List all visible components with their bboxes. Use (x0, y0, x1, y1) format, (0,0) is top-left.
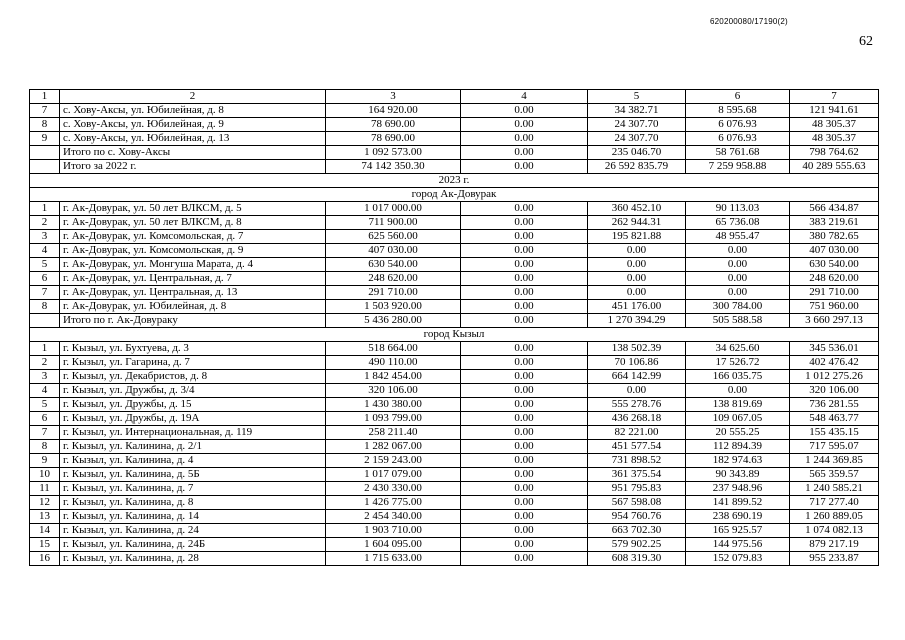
cell-owners-funds: 402 476.42 (790, 356, 879, 370)
cell-address: г. Кызыл, ул. Декабристов, д. 8 (60, 370, 326, 384)
cell-owners-funds: 40 289 555.63 (790, 160, 879, 174)
cell-owners-funds: 736 281.55 (790, 398, 879, 412)
cell-local-budget: 152 079.83 (686, 552, 790, 566)
cell-fund-share: 0.00 (461, 300, 588, 314)
cell-local-budget: 0.00 (686, 384, 790, 398)
cell-fund-share: 0.00 (461, 258, 588, 272)
cell-row-number: 1 (30, 202, 60, 216)
column-number: 1 (30, 90, 60, 104)
cell-row-number: 12 (30, 496, 60, 510)
cell-total-cost: 164 920.00 (326, 104, 461, 118)
cell-fund-share: 0.00 (461, 384, 588, 398)
table-row (30, 440, 879, 454)
table-row (30, 356, 879, 370)
cell-total-cost: 1 715 633.00 (326, 552, 461, 566)
cell-owners-funds: 1 240 585.21 (790, 482, 879, 496)
cell-total-cost: 291 710.00 (326, 286, 461, 300)
cell-republic-budget: 663 702.30 (588, 524, 686, 538)
column-number: 5 (588, 90, 686, 104)
cell-local-budget: 141 899.52 (686, 496, 790, 510)
cell-republic-budget: 34 382.71 (588, 104, 686, 118)
cell-address: г. Кызыл, ул. Интернациональная, д. 119 (60, 426, 326, 440)
cell-local-budget: 90 113.03 (686, 202, 790, 216)
cell-republic-budget: 954 760.76 (588, 510, 686, 524)
table-row (30, 314, 879, 328)
cell-address: г. Кызыл, ул. Калинина, д. 5Б (60, 468, 326, 482)
cell-fund-share: 0.00 (461, 454, 588, 468)
cell-local-budget: 8 595.68 (686, 104, 790, 118)
cell-fund-share: 0.00 (461, 552, 588, 566)
page-number: 62 (859, 34, 873, 49)
section-header-row (30, 174, 879, 188)
cell-fund-share: 0.00 (461, 272, 588, 286)
cell-republic-budget: 24 307.70 (588, 118, 686, 132)
cell-address: г. Кызыл, ул. Калинина, д. 7 (60, 482, 326, 496)
cell-row-number: 2 (30, 216, 60, 230)
cell-total-cost: 1 092 573.00 (326, 146, 461, 160)
section-header: 2023 г. (30, 174, 879, 188)
cell-row-number: 9 (30, 454, 60, 468)
cell-total-cost: 1 093 799.00 (326, 412, 461, 426)
cell-local-budget: 144 975.56 (686, 538, 790, 552)
table-row (30, 496, 879, 510)
section-header-row (30, 328, 879, 342)
cell-republic-budget: 1 270 394.29 (588, 314, 686, 328)
table-row (30, 230, 879, 244)
cell-local-budget: 6 076.93 (686, 132, 790, 146)
cell-owners-funds: 48 305.37 (790, 118, 879, 132)
cell-total-cost: 1 426 775.00 (326, 496, 461, 510)
cell-local-budget: 58 761.68 (686, 146, 790, 160)
cell-row-number: 5 (30, 398, 60, 412)
cell-republic-budget: 555 278.76 (588, 398, 686, 412)
cell-fund-share: 0.00 (461, 230, 588, 244)
cell-row-number: 4 (30, 244, 60, 258)
cell-republic-budget: 0.00 (588, 384, 686, 398)
cell-republic-budget: 70 106.86 (588, 356, 686, 370)
cell-owners-funds: 1 244 369.85 (790, 454, 879, 468)
document-code: 620200080/17190(2) (710, 17, 788, 26)
cell-address: г. Кызыл, ул. Гагарина, д. 7 (60, 356, 326, 370)
cell-republic-budget: 138 502.39 (588, 342, 686, 356)
cell-fund-share: 0.00 (461, 496, 588, 510)
cell-owners-funds: 1 074 082.13 (790, 524, 879, 538)
cell-republic-budget: 361 375.54 (588, 468, 686, 482)
cell-owners-funds: 383 219.61 (790, 216, 879, 230)
cell-local-budget: 165 925.57 (686, 524, 790, 538)
cell-row-number: 9 (30, 132, 60, 146)
cell-row-number: 6 (30, 272, 60, 286)
column-number: 3 (326, 90, 461, 104)
cell-total-cost: 407 030.00 (326, 244, 461, 258)
table-row (30, 160, 879, 174)
cell-row-number: 8 (30, 300, 60, 314)
table-row (30, 384, 879, 398)
cell-owners-funds: 548 463.77 (790, 412, 879, 426)
cell-address: г. Кызыл, ул. Калинина, д. 24Б (60, 538, 326, 552)
cell-row-number (30, 314, 60, 328)
cell-local-budget: 109 067.05 (686, 412, 790, 426)
cell-total-cost: 1 430 380.00 (326, 398, 461, 412)
cell-republic-budget: 26 592 835.79 (588, 160, 686, 174)
table-row (30, 258, 879, 272)
column-number: 7 (790, 90, 879, 104)
cell-fund-share: 0.00 (461, 440, 588, 454)
cell-row-number: 1 (30, 342, 60, 356)
cell-local-budget: 182 974.63 (686, 454, 790, 468)
cell-address: Итого за 2022 г. (60, 160, 326, 174)
cell-republic-budget: 567 598.08 (588, 496, 686, 510)
cell-fund-share: 0.00 (461, 244, 588, 258)
cell-owners-funds: 798 764.62 (790, 146, 879, 160)
cell-owners-funds: 345 536.01 (790, 342, 879, 356)
cell-row-number: 8 (30, 118, 60, 132)
cell-address: г. Кызыл, ул. Калинина, д. 24 (60, 524, 326, 538)
cell-republic-budget: 235 046.70 (588, 146, 686, 160)
cell-total-cost: 1 017 000.00 (326, 202, 461, 216)
table-row (30, 552, 879, 566)
cell-fund-share: 0.00 (461, 398, 588, 412)
table-row (30, 342, 879, 356)
cell-row-number (30, 160, 60, 174)
cell-owners-funds: 717 595.07 (790, 440, 879, 454)
cell-fund-share: 0.00 (461, 118, 588, 132)
table-row (30, 412, 879, 426)
cell-owners-funds: 566 434.87 (790, 202, 879, 216)
table-row (30, 118, 879, 132)
cell-address: г. Кызыл, ул. Бухтуева, д. 3 (60, 342, 326, 356)
cell-total-cost: 1 903 710.00 (326, 524, 461, 538)
cell-address: г. Кызыл, ул. Калинина, д. 2/1 (60, 440, 326, 454)
cell-local-budget: 505 588.58 (686, 314, 790, 328)
cell-local-budget: 166 035.75 (686, 370, 790, 384)
cell-address: г. Кызыл, ул. Калинина, д. 8 (60, 496, 326, 510)
cell-owners-funds: 48 305.37 (790, 132, 879, 146)
cell-row-number: 7 (30, 426, 60, 440)
cell-owners-funds: 955 233.87 (790, 552, 879, 566)
section-header: город Ак-Довурак (30, 188, 879, 202)
cell-total-cost: 2 454 340.00 (326, 510, 461, 524)
cell-total-cost: 711 900.00 (326, 216, 461, 230)
cell-address: г. Кызыл, ул. Дружбы, д. 19А (60, 412, 326, 426)
cell-row-number: 3 (30, 370, 60, 384)
cell-owners-funds: 407 030.00 (790, 244, 879, 258)
cell-row-number: 3 (30, 230, 60, 244)
table-row (30, 482, 879, 496)
cell-row-number: 15 (30, 538, 60, 552)
cell-total-cost: 1 604 095.00 (326, 538, 461, 552)
cell-fund-share: 0.00 (461, 426, 588, 440)
cell-owners-funds: 121 941.61 (790, 104, 879, 118)
column-number: 2 (60, 90, 326, 104)
cell-row-number: 13 (30, 510, 60, 524)
cell-owners-funds: 751 960.00 (790, 300, 879, 314)
cell-fund-share: 0.00 (461, 202, 588, 216)
cell-fund-share: 0.00 (461, 104, 588, 118)
cell-fund-share: 0.00 (461, 216, 588, 230)
cell-address: г. Ак-Довурак, ул. Юбилейная, д. 8 (60, 300, 326, 314)
table-row (30, 524, 879, 538)
cell-republic-budget: 951 795.83 (588, 482, 686, 496)
cell-total-cost: 78 690.00 (326, 118, 461, 132)
cell-fund-share: 0.00 (461, 468, 588, 482)
section-header: город Кызыл (30, 328, 879, 342)
cell-fund-share: 0.00 (461, 132, 588, 146)
cell-address: г. Кызыл, ул. Калинина, д. 14 (60, 510, 326, 524)
column-number: 4 (461, 90, 588, 104)
cell-row-number: 16 (30, 552, 60, 566)
table-row (30, 132, 879, 146)
cell-total-cost: 625 560.00 (326, 230, 461, 244)
cell-total-cost: 5 436 280.00 (326, 314, 461, 328)
cell-republic-budget: 82 221.00 (588, 426, 686, 440)
cell-address: г. Ак-Довурак, ул. Комсомольская, д. 9 (60, 244, 326, 258)
cell-address: г. Ак-Довурак, ул. Центральная, д. 7 (60, 272, 326, 286)
cell-fund-share: 0.00 (461, 510, 588, 524)
cell-fund-share: 0.00 (461, 160, 588, 174)
cell-owners-funds: 320 106.00 (790, 384, 879, 398)
cell-address: Итого по с. Хову-Аксы (60, 146, 326, 160)
cell-fund-share: 0.00 (461, 342, 588, 356)
cell-total-cost: 1 017 079.00 (326, 468, 461, 482)
table-row (30, 202, 879, 216)
cell-local-budget: 17 526.72 (686, 356, 790, 370)
cell-row-number: 8 (30, 440, 60, 454)
table-row (30, 286, 879, 300)
cell-local-budget: 237 948.96 (686, 482, 790, 496)
cell-total-cost: 2 159 243.00 (326, 454, 461, 468)
cell-total-cost: 1 282 067.00 (326, 440, 461, 454)
cell-fund-share: 0.00 (461, 412, 588, 426)
cell-republic-budget: 608 319.30 (588, 552, 686, 566)
cell-republic-budget: 451 577.54 (588, 440, 686, 454)
cell-local-budget: 20 555.25 (686, 426, 790, 440)
cell-total-cost: 630 540.00 (326, 258, 461, 272)
cell-total-cost: 320 106.00 (326, 384, 461, 398)
cell-owners-funds: 380 782.65 (790, 230, 879, 244)
cell-republic-budget: 731 898.52 (588, 454, 686, 468)
cell-fund-share: 0.00 (461, 370, 588, 384)
cell-row-number: 2 (30, 356, 60, 370)
cell-republic-budget: 0.00 (588, 286, 686, 300)
cell-address: с. Хову-Аксы, ул. Юбилейная, д. 9 (60, 118, 326, 132)
table-row (30, 370, 879, 384)
cell-republic-budget: 195 821.88 (588, 230, 686, 244)
cell-row-number (30, 146, 60, 160)
cell-owners-funds: 3 660 297.13 (790, 314, 879, 328)
cell-fund-share: 0.00 (461, 286, 588, 300)
cell-row-number: 4 (30, 384, 60, 398)
table-row (30, 104, 879, 118)
table-row (30, 272, 879, 286)
cell-total-cost: 258 211.40 (326, 426, 461, 440)
cell-address: г. Кызыл, ул. Дружбы, д. 15 (60, 398, 326, 412)
cell-republic-budget: 0.00 (588, 244, 686, 258)
cell-address: г. Ак-Довурак, ул. Монгуша Марата, д. 4 (60, 258, 326, 272)
column-number: 6 (686, 90, 790, 104)
cell-total-cost: 78 690.00 (326, 132, 461, 146)
cell-owners-funds: 1 012 275.26 (790, 370, 879, 384)
table-row (30, 510, 879, 524)
cell-total-cost: 490 110.00 (326, 356, 461, 370)
table-row (30, 146, 879, 160)
cell-total-cost: 74 142 350.30 (326, 160, 461, 174)
cell-address: г. Кызыл, ул. Калинина, д. 28 (60, 552, 326, 566)
section-header-row (30, 188, 879, 202)
table-row (30, 468, 879, 482)
cell-row-number: 11 (30, 482, 60, 496)
column-number-row (30, 90, 879, 104)
cell-local-budget: 34 625.60 (686, 342, 790, 356)
cell-owners-funds: 717 277.40 (790, 496, 879, 510)
cell-republic-budget: 24 307.70 (588, 132, 686, 146)
cell-owners-funds: 879 217.19 (790, 538, 879, 552)
cell-fund-share: 0.00 (461, 482, 588, 496)
cell-owners-funds: 1 260 889.05 (790, 510, 879, 524)
table-row (30, 216, 879, 230)
cell-fund-share: 0.00 (461, 314, 588, 328)
cell-local-budget: 0.00 (686, 272, 790, 286)
cell-total-cost: 2 430 330.00 (326, 482, 461, 496)
cell-address: г. Кызыл, ул. Калинина, д. 4 (60, 454, 326, 468)
cell-fund-share: 0.00 (461, 356, 588, 370)
cell-local-budget: 65 736.08 (686, 216, 790, 230)
registry-table (29, 89, 879, 566)
cell-total-cost: 1 503 920.00 (326, 300, 461, 314)
cell-row-number: 7 (30, 104, 60, 118)
cell-republic-budget: 664 142.99 (588, 370, 686, 384)
cell-total-cost: 518 664.00 (326, 342, 461, 356)
table-row (30, 426, 879, 440)
cell-republic-budget: 360 452.10 (588, 202, 686, 216)
cell-row-number: 7 (30, 286, 60, 300)
cell-local-budget: 238 690.19 (686, 510, 790, 524)
cell-fund-share: 0.00 (461, 524, 588, 538)
cell-local-budget: 7 259 958.88 (686, 160, 790, 174)
cell-row-number: 10 (30, 468, 60, 482)
cell-total-cost: 248 620.00 (326, 272, 461, 286)
cell-address: г. Ак-Довурак, ул. 50 лет ВЛКСМ, д. 8 (60, 216, 326, 230)
table-row (30, 300, 879, 314)
cell-fund-share: 0.00 (461, 538, 588, 552)
cell-local-budget: 6 076.93 (686, 118, 790, 132)
cell-local-budget: 300 784.00 (686, 300, 790, 314)
cell-local-budget: 0.00 (686, 258, 790, 272)
table-row (30, 538, 879, 552)
cell-republic-budget: 436 268.18 (588, 412, 686, 426)
cell-fund-share: 0.00 (461, 146, 588, 160)
cell-address: Итого по г. Ак-Довураку (60, 314, 326, 328)
cell-local-budget: 0.00 (686, 286, 790, 300)
cell-owners-funds: 565 359.57 (790, 468, 879, 482)
cell-republic-budget: 0.00 (588, 258, 686, 272)
table-row (30, 454, 879, 468)
cell-address: г. Ак-Довурак, ул. Центральная, д. 13 (60, 286, 326, 300)
cell-total-cost: 1 842 454.00 (326, 370, 461, 384)
cell-row-number: 5 (30, 258, 60, 272)
cell-address: с. Хову-Аксы, ул. Юбилейная, д. 13 (60, 132, 326, 146)
cell-owners-funds: 291 710.00 (790, 286, 879, 300)
cell-republic-budget: 451 176.00 (588, 300, 686, 314)
cell-address: г. Ак-Довурак, ул. 50 лет ВЛКСМ, д. 5 (60, 202, 326, 216)
table-row (30, 244, 879, 258)
cell-local-budget: 0.00 (686, 244, 790, 258)
cell-address: с. Хову-Аксы, ул. Юбилейная, д. 8 (60, 104, 326, 118)
cell-republic-budget: 0.00 (588, 272, 686, 286)
cell-republic-budget: 579 902.25 (588, 538, 686, 552)
cell-address: г. Ак-Довурак, ул. Комсомольская, д. 7 (60, 230, 326, 244)
cell-local-budget: 48 955.47 (686, 230, 790, 244)
cell-owners-funds: 630 540.00 (790, 258, 879, 272)
cell-address: г. Кызыл, ул. Дружбы, д. 3/4 (60, 384, 326, 398)
table-row (30, 398, 879, 412)
cell-owners-funds: 155 435.15 (790, 426, 879, 440)
cell-local-budget: 90 343.89 (686, 468, 790, 482)
cell-row-number: 14 (30, 524, 60, 538)
cell-local-budget: 112 894.39 (686, 440, 790, 454)
cell-republic-budget: 262 944.31 (588, 216, 686, 230)
cell-row-number: 6 (30, 412, 60, 426)
cell-local-budget: 138 819.69 (686, 398, 790, 412)
cell-owners-funds: 248 620.00 (790, 272, 879, 286)
